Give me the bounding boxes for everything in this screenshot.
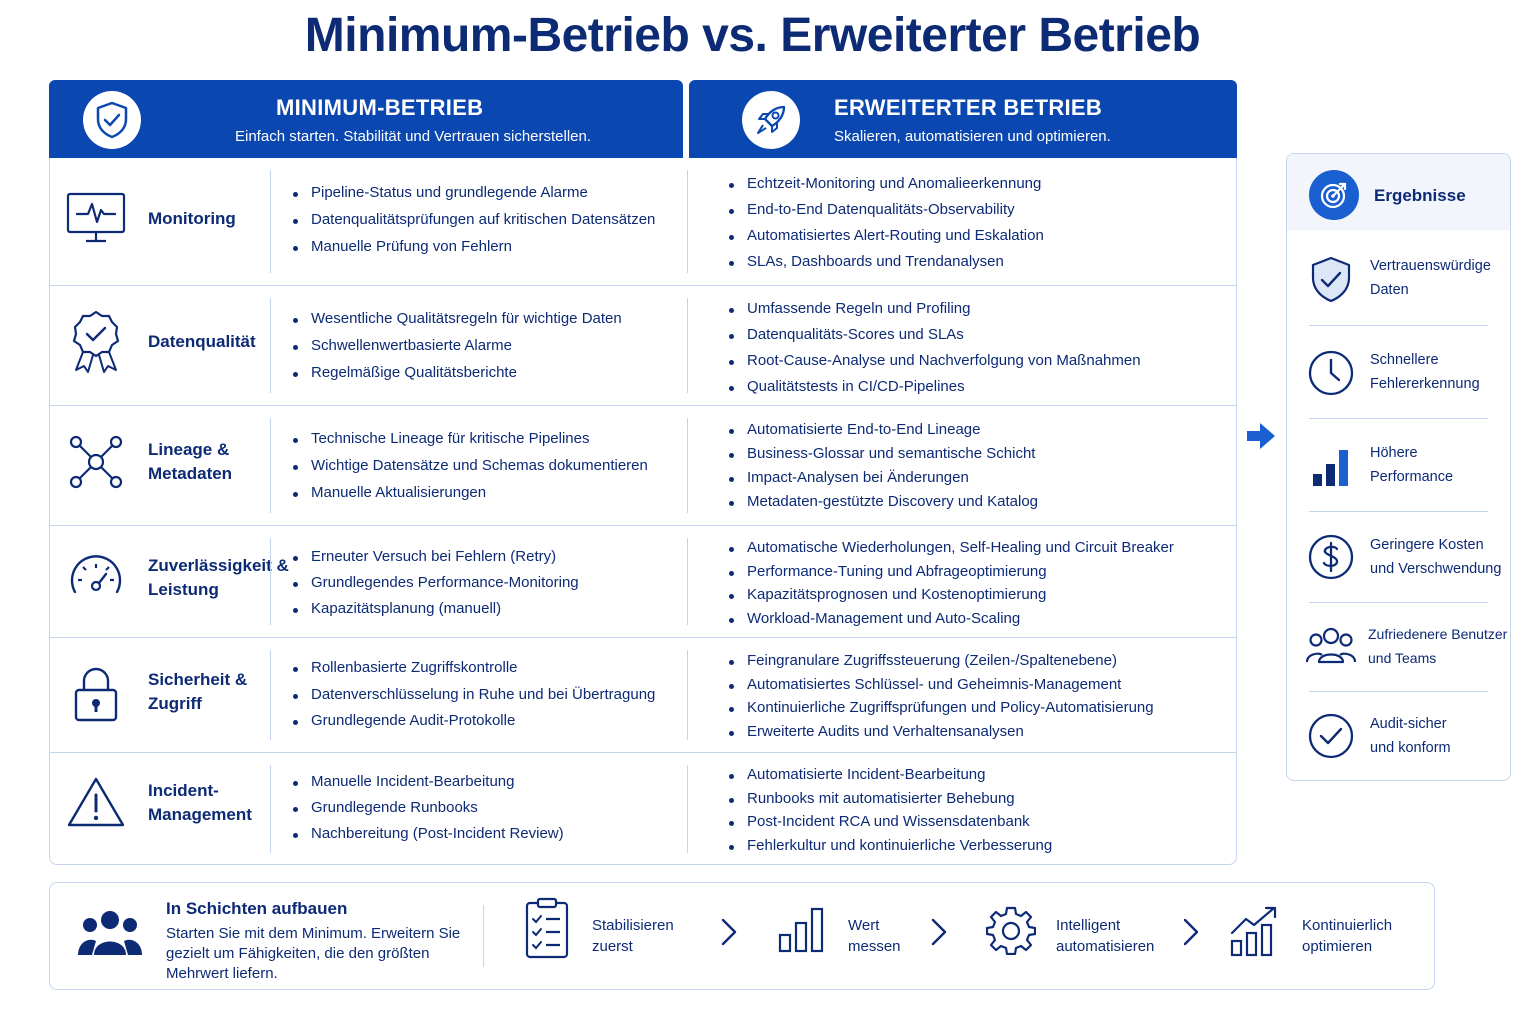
list-item: Root-Cause-Analyse und Nachverfolgung von Maßnahmen [727,352,1141,378]
list-item: Automatisierte Incident-Bearbeitung [727,766,1052,790]
minimum-title: MINIMUM-BETRIEB [276,95,484,120]
award-check-icon [66,310,128,372]
step-line: messen [848,938,901,955]
clock-icon [1307,349,1355,397]
monitor-pulse-icon [66,188,128,250]
list-item: Metadaten-gestützte Discovery und Katalog [727,493,1038,517]
result-label [1368,622,1507,670]
row-category [148,554,289,602]
table-row [50,526,1236,638]
table-row [50,753,1236,865]
result-line: und Teams [1368,650,1437,666]
minimum-list [291,548,579,626]
result-item [1287,327,1510,419]
extended-header [689,80,1237,158]
extended-list [727,766,1052,860]
gauge-icon [66,550,128,612]
layers-title: In Schichten aufbauen [166,899,348,918]
dollar-icon [1307,533,1355,581]
list-item: Schwellenwertbasierte Alarme [291,337,622,364]
result-label [1370,533,1501,581]
gear-icon [986,905,1036,960]
layers-text: Starten Sie mit dem Minimum. Erweitern Sie gezielt um Fähigkeiten, die den größten Mehrwert liefern. [166,925,461,982]
result-label [1370,254,1491,302]
result-line: Höhere [1370,445,1418,461]
category-line: Zuverlässigkeit & [148,556,289,575]
extended-subtitle: Skalieren, automatisieren und optimieren. [834,128,1111,145]
minimum-list [291,310,622,391]
list-item: Technische Lineage für kritische Pipelines [291,430,648,457]
category-line: Incident- [148,781,219,800]
list-item: Impact-Analysen bei Änderungen [727,469,1038,493]
list-item: SLAs, Dashboards und Trendanalysen [727,253,1044,279]
results-header [1287,154,1510,230]
result-item [1287,234,1510,326]
result-line: Zufriedenere Benutzer [1368,626,1508,642]
step-label [592,915,674,957]
result-item [1287,420,1510,512]
row-category: Monitoring [148,209,236,228]
extended-list [727,539,1174,633]
result-item [1287,600,1510,692]
network-nodes-icon [66,432,128,494]
list-item: Automatisiertes Schlüssel- und Geheimnis-Management [727,676,1154,700]
step-label [1302,915,1392,957]
step-label [848,915,901,957]
check-circle-icon [1307,712,1355,760]
category-line: Sicherheit & [148,670,248,689]
list-item: Automatische Wiederholungen, Self-Healing und Circuit Breaker [727,539,1174,563]
list-item: Manuelle Incident-Bearbeitung [291,773,564,799]
extended-list [727,175,1044,279]
list-item: Datenqualitäts-Scores und SLAs [727,326,1141,352]
result-item [1287,690,1510,778]
result-label [1370,441,1453,489]
list-item: Manuelle Aktualisierungen [291,484,648,511]
result-line: und Verschwendung [1370,561,1502,577]
extended-list [727,421,1038,517]
step-label [1056,915,1154,957]
list-item: Kapazitätsplanung (manuell) [291,600,579,626]
table-row [50,638,1236,753]
results-title: Ergebnisse [1374,186,1466,205]
list-item: Nachbereitung (Post-Incident Review) [291,825,564,851]
step-line: Wert [848,917,880,934]
step-line: Stabilisieren [592,917,674,934]
list-item: Grundlegende Runbooks [291,799,564,825]
result-line: Audit-sicher [1370,716,1447,732]
list-item: Datenqualitätsprüfungen auf kritischen Datensätzen [291,211,655,238]
chevron-right-icon [720,917,738,952]
list-item: Wichtige Datensätze und Schemas dokumentieren [291,457,648,484]
table-row [50,406,1236,526]
chevron-right-icon [930,917,948,952]
list-item: Manuelle Prüfung von Fehlern [291,238,655,265]
list-item: Datenverschlüsselung in Ruhe und bei Übertragung [291,686,655,713]
list-item: Performance-Tuning und Abfrageoptimierung [727,563,1174,587]
table-row [50,286,1236,406]
list-item: Umfassende Regeln und Profiling [727,300,1141,326]
result-line: Daten [1370,282,1409,298]
minimum-list [291,430,648,511]
list-item: Fehlerkultur und kontinuierliche Verbesserung [727,837,1052,861]
category-line: Zugriff [148,694,202,713]
step-line: automatisieren [1056,938,1155,955]
category-line: Leistung [148,580,219,599]
list-item: Echtzeit-Monitoring und Anomalieerkennung [727,175,1044,201]
users-icon [1305,622,1353,670]
row-category: Datenqualität [148,332,256,351]
minimum-subtitle: Einfach starten. Stabilität und Vertrauen sicherstellen. [235,128,592,145]
minimum-list [291,184,655,265]
result-line: Fehlererkennung [1370,376,1480,392]
padlock-icon [66,664,128,726]
extended-list [727,300,1141,404]
warning-triangle-icon [66,775,128,837]
results-panel [1286,153,1511,781]
list-item: End-to-End Datenqualitäts-Observability [727,201,1044,227]
table-row [50,158,1236,286]
list-item: Automatisiertes Alert-Routing und Eskalation [727,227,1044,253]
result-label [1370,348,1480,396]
minimum-header [49,80,683,158]
list-item: Runbooks mit automatisierter Behebung [727,790,1052,814]
users-icon [76,907,144,964]
result-item [1287,511,1510,603]
minimum-list [291,659,655,739]
list-item: Automatisierte End-to-End Lineage [727,421,1038,445]
list-item: Kapazitätsprognosen und Kostenoptimierung [727,586,1174,610]
list-item: Regelmäßige Qualitätsberichte [291,364,622,391]
minimum-list [291,773,564,851]
comparison-table [49,158,1237,865]
step-line: Intelligent [1056,917,1121,934]
result-label [1370,712,1451,760]
step-line: optimieren [1302,938,1373,955]
checklist-icon [524,897,570,964]
layers-panel [49,882,1435,990]
list-item: Pipeline-Status und grundlegende Alarme [291,184,655,211]
bar-chart-icon [1307,442,1355,490]
row-category [148,779,252,827]
target-icon [1309,170,1359,220]
shield-check-icon [1307,256,1355,304]
extended-list [727,652,1154,746]
step-line: Kontinuierlich [1302,917,1393,934]
category-line: Management [148,805,252,824]
list-item: Rollenbasierte Zugriffskontrolle [291,659,655,686]
result-line: Vertrauenswürdige [1370,258,1491,274]
rocket-icon [742,91,800,149]
list-item: Erweiterte Audits und Verhaltensanalysen [727,723,1154,747]
list-item: Qualitätstests in CI/CD-Pipelines [727,378,1141,404]
list-item: Grundlegende Audit-Protokolle [291,712,655,739]
arrow-right-icon [1245,420,1277,457]
chevron-right-icon [1182,917,1200,952]
result-line: Performance [1370,469,1454,485]
category-line: Metadaten [148,464,233,483]
category-line: Lineage & [148,440,230,459]
shield-check-icon [83,91,141,149]
row-category [148,668,247,716]
result-line: Schnellere [1370,352,1439,368]
row-category [148,438,232,486]
list-item: Post-Incident RCA und Wissensdatenbank [727,813,1052,837]
list-item: Business-Glossar und semantische Schicht [727,445,1038,469]
result-line: und konform [1370,740,1451,756]
list-item: Kontinuierliche Zugriffsprüfungen und Policy-Automatisierung [727,699,1154,723]
list-item: Grundlegendes Performance-Monitoring [291,574,579,600]
trend-chart-icon [1230,905,1280,962]
page-title: Minimum-Betrieb vs. Erweiterter Betrieb [304,9,1201,62]
result-line: Geringere Kosten [1370,537,1484,553]
bar-chart-icon [778,907,826,958]
list-item: Wesentliche Qualitätsregeln für wichtige Daten [291,310,622,337]
extended-title: ERWEITERTER BETRIEB [834,95,1103,120]
list-item: Erneuter Versuch bei Fehlern (Retry) [291,548,579,574]
list-item: Workload-Management und Auto-Scaling [727,610,1174,634]
step-line: zuerst [592,938,633,955]
list-item: Feingranulare Zugriffssteuerung (Zeilen-/Spaltenebene) [727,652,1154,676]
